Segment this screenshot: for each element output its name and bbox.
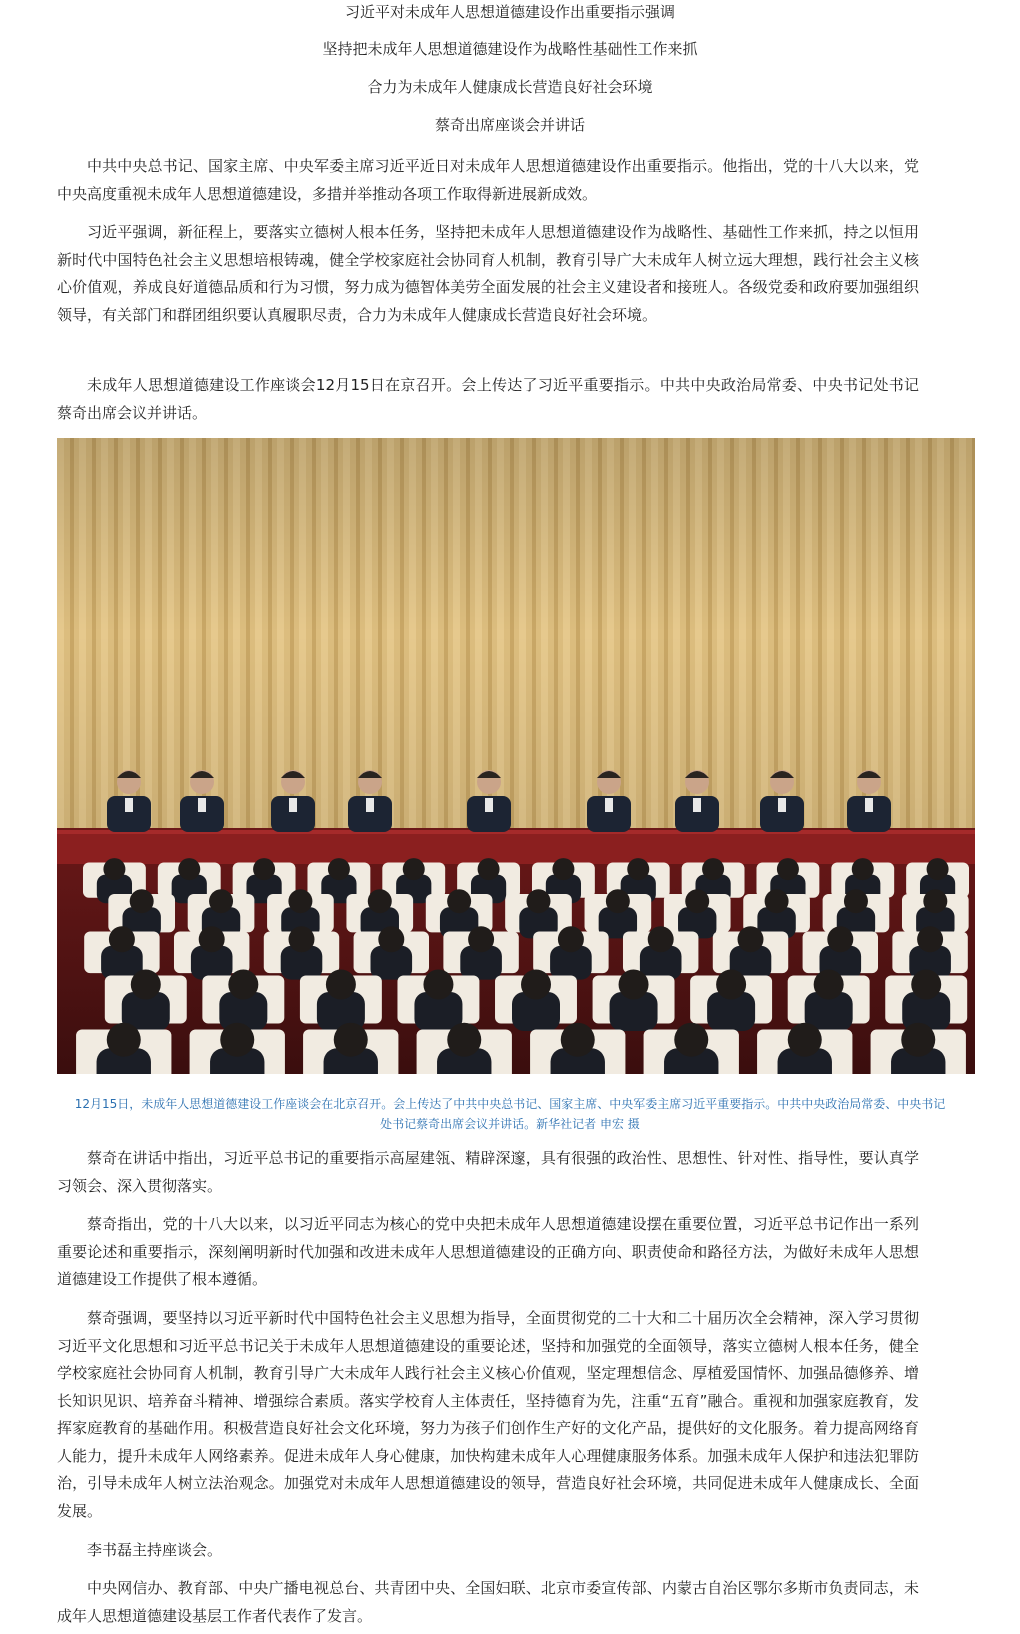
audience-member — [530, 1023, 625, 1074]
paragraph-4: 蔡奇在讲话中指出，习近平总书记的重要指示高屋建瓴、精辟深邃，具有很强的政治性、思想性、针对性、指导性，要认真学习领会、深入贯彻落实。 — [57, 1149, 919, 1195]
audience-member — [354, 926, 429, 979]
audience-member — [757, 1023, 852, 1074]
audience-member — [443, 926, 518, 979]
audience-member — [264, 926, 339, 979]
audience-member — [303, 1023, 398, 1074]
audience-member — [585, 889, 652, 938]
audience-member — [664, 889, 731, 938]
headline-main: 习近平对未成年人思想道德建设作出重要指示强调 — [344, 3, 675, 21]
paragraph-6: 蔡奇强调，要坚持以习近平新时代中国特色社会主义思想为指导，全面贯彻党的二十大和二十届历次全会精神，深入学习贯彻习近平文化思想和习近平总书记关于未成年人思想道德建设的重要论述，坚持和加强党的全面领导，落实立德树人根本任务，健全学校家庭社会协同育人机制，教育引导广大未成年人践行社会主义核心价值观，坚定理想信念、厚植爱国情怀、加强品德修养、增长知识见识、培养奋斗精神、增强综合素质。落实学校育人主体责任，坚持德育为先，注重“五育”融合。重视和加强家庭教育，发挥家庭教育的基础作用。积极营造良好社会文化环境，努力为孩子们创作生产好的文化产品，提供好的文化服务。着力提高网络育人能力，提升未成年人网络素养。促进未成年人身心健康，加快构建未成年人心理健康服务体系。加强未成年人保护和违法犯罪防治，引导未成年人树立法治观念。加强党对未成年人思想道德建设的领导，营造良好社会环境，共同促进未成年人健康成长、全面发展。 — [57, 1309, 919, 1520]
rostrum-table — [57, 830, 975, 864]
paragraph-1: 中共中央总书记、国家主席、中央军委主席习近平近日对未成年人思想道德建设作出重要指示。他指出，党的十八大以来，党中央高度重视未成年人思想道德建设，多措并举推动各项工作取得新进展新成效。 — [57, 157, 919, 203]
audience-member — [202, 970, 284, 1032]
headline-sub-1: 坚持把未成年人思想道德建设作为战略性基础性工作来抓 — [322, 40, 698, 58]
headline-sub-2: 合力为未成年人健康成长营造良好社会环境 — [367, 78, 653, 96]
paragraph-2: 习近平强调，新征程上，要落实立德树人根本任务，坚持把未成年人思想道德建设作为战略性、基础性工作来抓，持之以恒用新时代中国特色社会主义思想培根铸魂，健全学校家庭社会协同育人机制，教育引导广大未成年人树立远大理想，践行社会主义核心价值观，养成良好道德品质和行为习惯，努力成为德智体美劳全面发展的社会主义建设者和接班人。各级党委和政府要加强组织领导，有关部门和群团组织要认真履职尽责，合力为未成年人健康成长营造良好社会环境。 — [57, 223, 919, 324]
audience-member — [346, 889, 413, 938]
audience-member — [417, 1023, 512, 1074]
audience-member — [397, 970, 479, 1032]
audience-member — [190, 1023, 285, 1074]
audience-member — [300, 970, 382, 1032]
photo-caption: 12月15日，未成年人思想道德建设工作座谈会在北京召开。会上传达了中共中央总书记、国家主席、中央军委主席习近平重要指示。中共中央政治局常委、中央书记处书记蔡奇出席会议并讲话。新华社记者 申宏 摄 — [74, 1097, 946, 1131]
paragraph-5: 蔡奇指出，党的十八大以来，以习近平同志为核心的党中央把未成年人思想道德建设摆在重要位置，习近平总书记作出一系列重要论述和重要指示，深刻阐明新时代加强和改进未成年人思想道德建设的正确方向、职责使命和路径方法，为做好未成年人思想道德建设工作提供了根本遵循。 — [57, 1215, 919, 1288]
audience-member — [533, 926, 608, 979]
audience-member — [76, 1023, 171, 1074]
audience-member — [593, 970, 675, 1032]
audience-member — [871, 1023, 966, 1074]
audience-member — [690, 970, 772, 1032]
audience-member — [788, 970, 870, 1032]
audience-member — [105, 970, 187, 1032]
audience-member — [803, 926, 878, 979]
audience-member — [885, 970, 967, 1032]
headline-sub-3: 蔡奇出席座谈会并讲话 — [434, 116, 585, 134]
paragraph-3: 未成年人思想道德建设工作座谈会12月15日在京召开。会上传达了习近平重要指示。中共中央政治局常委、中央书记处书记蔡奇出席会议并讲话。 — [57, 376, 919, 422]
meeting-photo — [57, 438, 975, 1074]
audience-member — [495, 970, 577, 1032]
paragraph-7: 李书磊主持座谈会。 — [87, 1541, 223, 1559]
paragraph-8: 中央网信办、教育部、中央广播电视总台、共青团中央、全国妇联、北京市委宣传部、内蒙古自治区鄂尔多斯市负责同志，未成年人思想道德建设基层工作者代表作了发言。 — [57, 1579, 919, 1625]
audience-member — [644, 1023, 739, 1074]
